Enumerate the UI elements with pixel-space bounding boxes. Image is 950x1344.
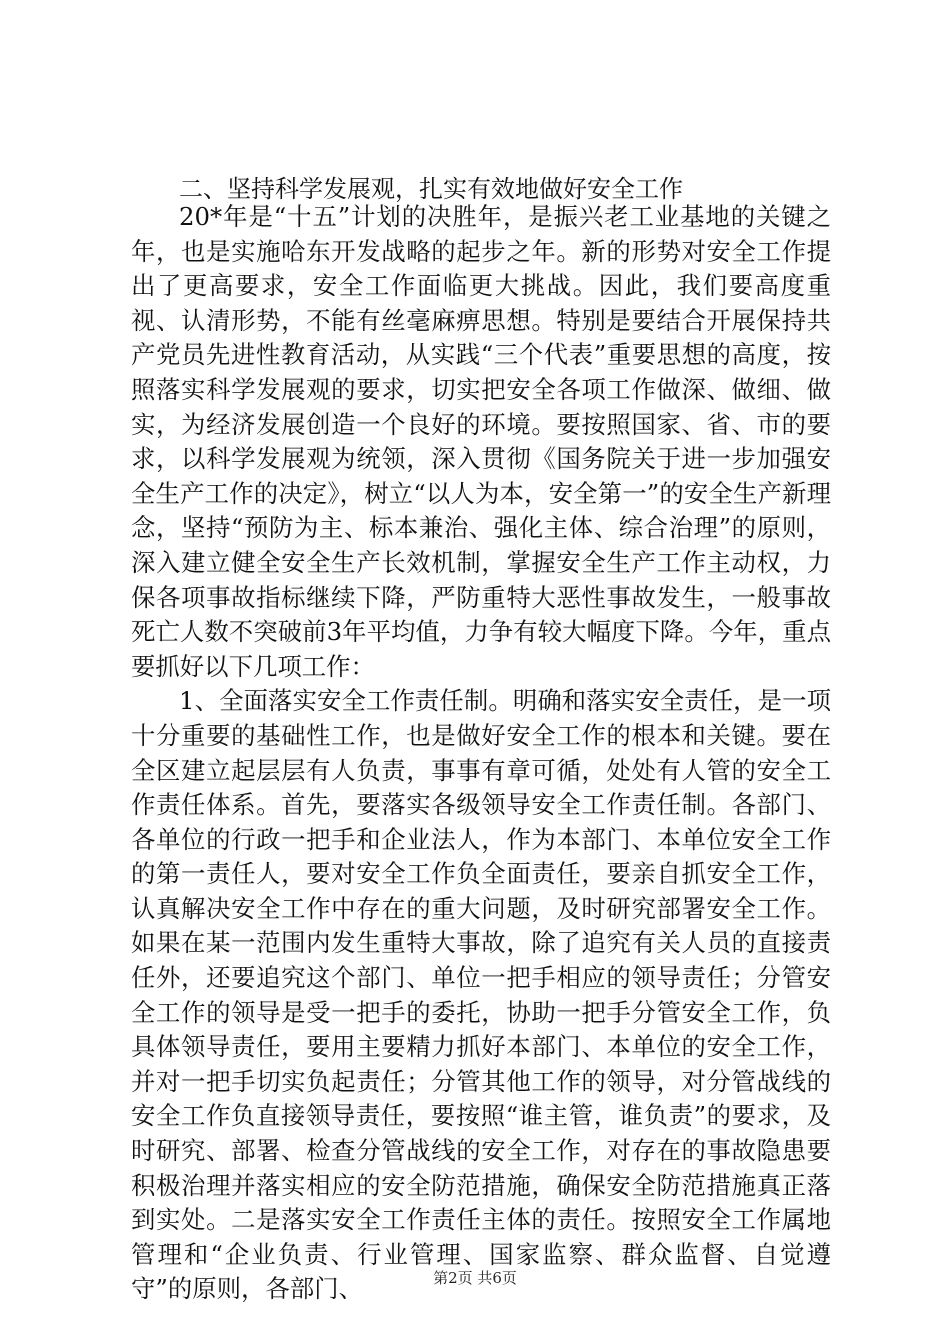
paragraph-intro: 20*年是“十五”计划的决胜年，是振兴老工业基地的关键之年，也是实施哈东开发战略的起步之年。新的形势对安全工作提出了更高要求，安全工作面临更大挑战。因此，我们要高度重视、认清形势，不能有丝毫麻痹思想。特别是要结合开展保持共产党员先进性教育活动，从实践“三个代表”重要思想的高度，按照落实科学发展观的要求，切实把安全各项工作做深、做细、做实，为经济发展创造一个良好的环境。要按照国家、省、市的要求，以科学发展观为统领，深入贯彻《国务院关于进一步加强安全生产工作的决定》，树立“以人为本，安全第一”的安全生产新理念，坚持“预防为主、标本兼治、强化主体、综合治理”的原则，深入建立健全安全生产长效机制，掌握安全生产工作主动权，力保各项事故指标继续下降，严防重特大恶性事故发生，一般事故死亡人数不突破前3年平均值，力争有较大幅度下降。今年，重点要抓好以下几项工作： <box>131 202 831 681</box>
paragraph-responsibility: 1、全面落实安全工作责任制。明确和落实安全责任，是一项十分重要的基础性工作，也是做好安全工作的根本和关键。要在全区建立起层层有人负责，事事有章可循，处处有人管的安全工作责任体系。首先，要落实各级领导安全工作责任制。各部门、各单位的行政一把手和企业法人，作为本部门、本单位安全工作的第一责任人，要对安全工作负全面责任，要亲自抓安全工作，认真解决安全工作中存在的重大问题，及时研究部署安全工作。如果在某一范围内发生重特大事故，除了追究有关人员的直接责任外，还要追究这个部门、单位一把手相应的领导责任；分管安全工作的领导是受一把手的委托，协助一把手分管安全工作，负具体领导责任，要用主要精力抓好本部门、本单位的安全工作，并对一把手切实负起责任；分管其他工作的领导，对分管战线的安全工作负直接领导责任，要按照“谁主管，谁负责”的要求，及时研究、部署、检查分管战线的安全工作，对存在的事故隐患要积极治理并落实相应的安全防范措施，确保安全防范措施真正落到实处。二是落实安全工作责任主体的责任。按照安全工作属地管理和“企业负责、行业管理、国家监察、群众监督、自觉遵守”的原则，各部门、 <box>131 686 831 1304</box>
section-heading: 二、坚持科学发展观，扎实有效地做好安全工作 <box>179 175 683 203</box>
body-text <box>131 200 831 1307</box>
page-number-footer: 第2页 共6页 <box>433 1269 517 1287</box>
